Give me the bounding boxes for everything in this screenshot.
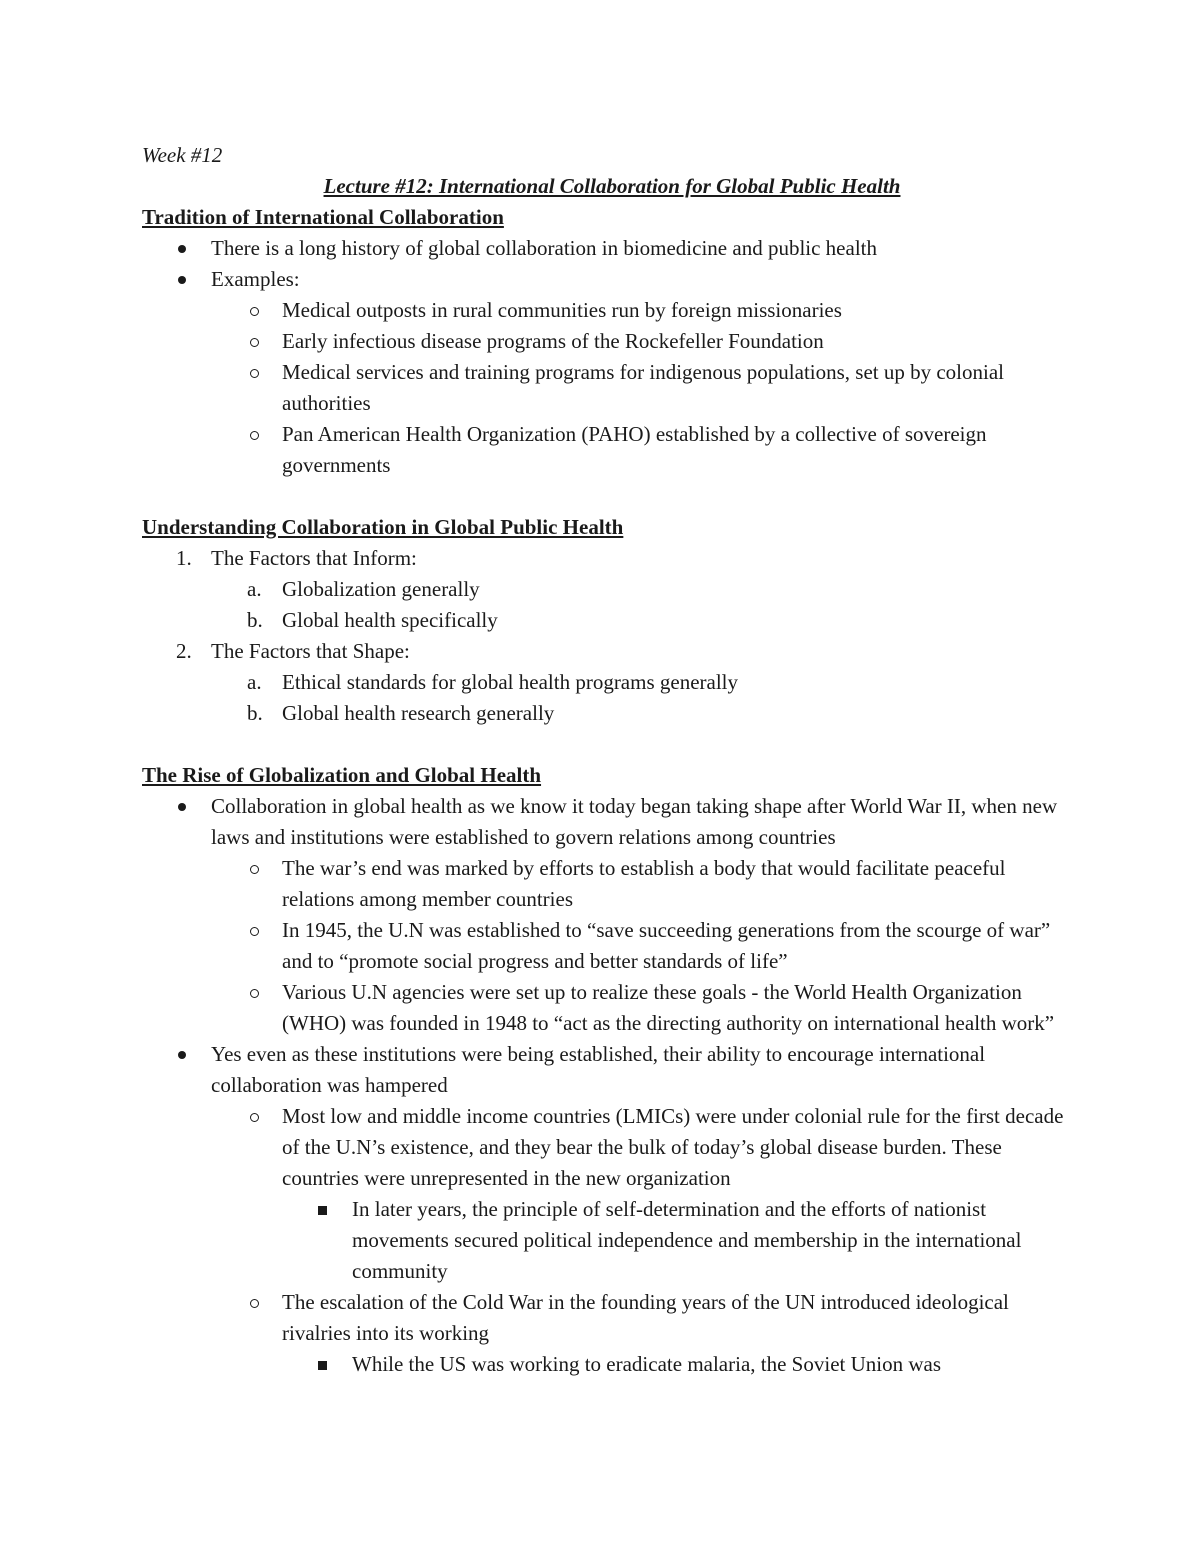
lecture-title: Lecture #12: International Collaboration for Global Public Health [323,174,901,198]
list-item-text: The Factors that Shape: [211,639,410,663]
list-item-text: In 1945, the U.N was established to “save succeeding generations from the scourge of war” and to “promote social progress and better standards of life” [282,918,1051,973]
bullet-disc-icon [176,791,190,822]
bullet-disc-icon [176,233,190,264]
list-number: 2. [176,639,192,663]
list-item-text: Examples: [211,267,300,291]
bullet-square-icon [315,1349,329,1380]
document-page [142,140,1082,1380]
list-item-text: Pan American Health Organization (PAHO) established by a collective of sovereign governments [282,422,987,477]
bullet-circle-icon [247,915,261,946]
list-item-text: The Factors that Inform: [211,546,417,570]
list-item-text: Global health research generally [282,701,555,725]
bullet-circle-icon [247,853,261,884]
list-item-text: Globalization generally [282,577,480,601]
list-item-text: Early infectious disease programs of the Rockefeller Foundation [282,329,824,353]
list-number: 1. [176,546,192,570]
list-item [142,605,1082,636]
list-item [142,1287,1082,1349]
bullet-circle-icon [247,326,261,357]
list-item-text: Collaboration in global health as we know it today began taking shape after World War II, when new laws and institutions were established to govern relations among countries [211,794,1058,849]
list-item-text: The war’s end was marked by efforts to establish a body that would facilitate peaceful relations among member countries [282,856,1006,911]
list-item-text: Most low and middle income countries (LMICs) were under colonial rule for the first decade of the U.N’s existence, and they bear the bulk of today’s global disease burden. These countries were unrepresented in the new organization [282,1104,1064,1190]
bullet-circle-icon [247,295,261,326]
bullet-disc-icon [176,1039,190,1070]
bullet-circle-icon [247,1101,261,1132]
bullet-disc-icon [176,264,190,295]
list-item-text: While the US was working to eradicate malaria, the Soviet Union was [352,1352,942,1376]
section-heading-rise: The Rise of Globalization and Global Health [142,763,542,787]
list-item-text: Global health specifically [282,608,498,632]
list-item [142,233,1082,264]
list-item-text: There is a long history of global collaboration in biomedicine and public health [211,236,877,260]
list-letter: a. [247,670,262,694]
week-label: Week #12 [142,143,223,167]
list-item [142,977,1082,1039]
list-item-text: In later years, the principle of self-determination and the efforts of nationist movements secured political independence and membership in the international community [352,1197,1022,1283]
section-heading-tradition: Tradition of International Collaboration [142,205,504,229]
list-item [142,1349,1082,1380]
list-item [142,791,1082,853]
list-item [142,853,1082,915]
list-item [142,1194,1082,1287]
list-item [142,264,1082,295]
list-item [142,326,1082,357]
list-item [142,419,1082,481]
list-item-text: Yes even as these institutions were being established, their ability to encourage international collaboration was hampered [211,1042,986,1097]
list-item [142,1101,1082,1194]
list-item-text: Ethical standards for global health programs generally [282,670,739,694]
list-item [142,698,1082,729]
bullet-circle-icon [247,977,261,1008]
bullet-square-icon [315,1194,329,1225]
list-item [142,1039,1082,1101]
bullet-circle-icon [247,419,261,450]
list-item [142,574,1082,605]
list-item [142,915,1082,977]
list-item [142,667,1082,698]
list-item [142,543,1082,574]
list-item-text: Various U.N agencies were set up to realize these goals - the World Health Organization (WHO) was founded in 1948 to “act as the directing authority on international health work” [282,980,1055,1035]
list-letter: b. [247,608,263,632]
list-item [142,357,1082,419]
bullet-circle-icon [247,1287,261,1318]
list-item-text: The escalation of the Cold War in the founding years of the UN introduced ideological rivalries into its working [282,1290,1009,1345]
list-item [142,295,1082,326]
list-letter: a. [247,577,262,601]
section-heading-understanding: Understanding Collaboration in Global Public Health [142,515,624,539]
list-letter: b. [247,701,263,725]
list-item [142,636,1082,667]
bullet-circle-icon [247,357,261,388]
list-item-text: Medical outposts in rural communities run by foreign missionaries [282,298,842,322]
list-item-text: Medical services and training programs for indigenous populations, set up by colonial authorities [282,360,1005,415]
